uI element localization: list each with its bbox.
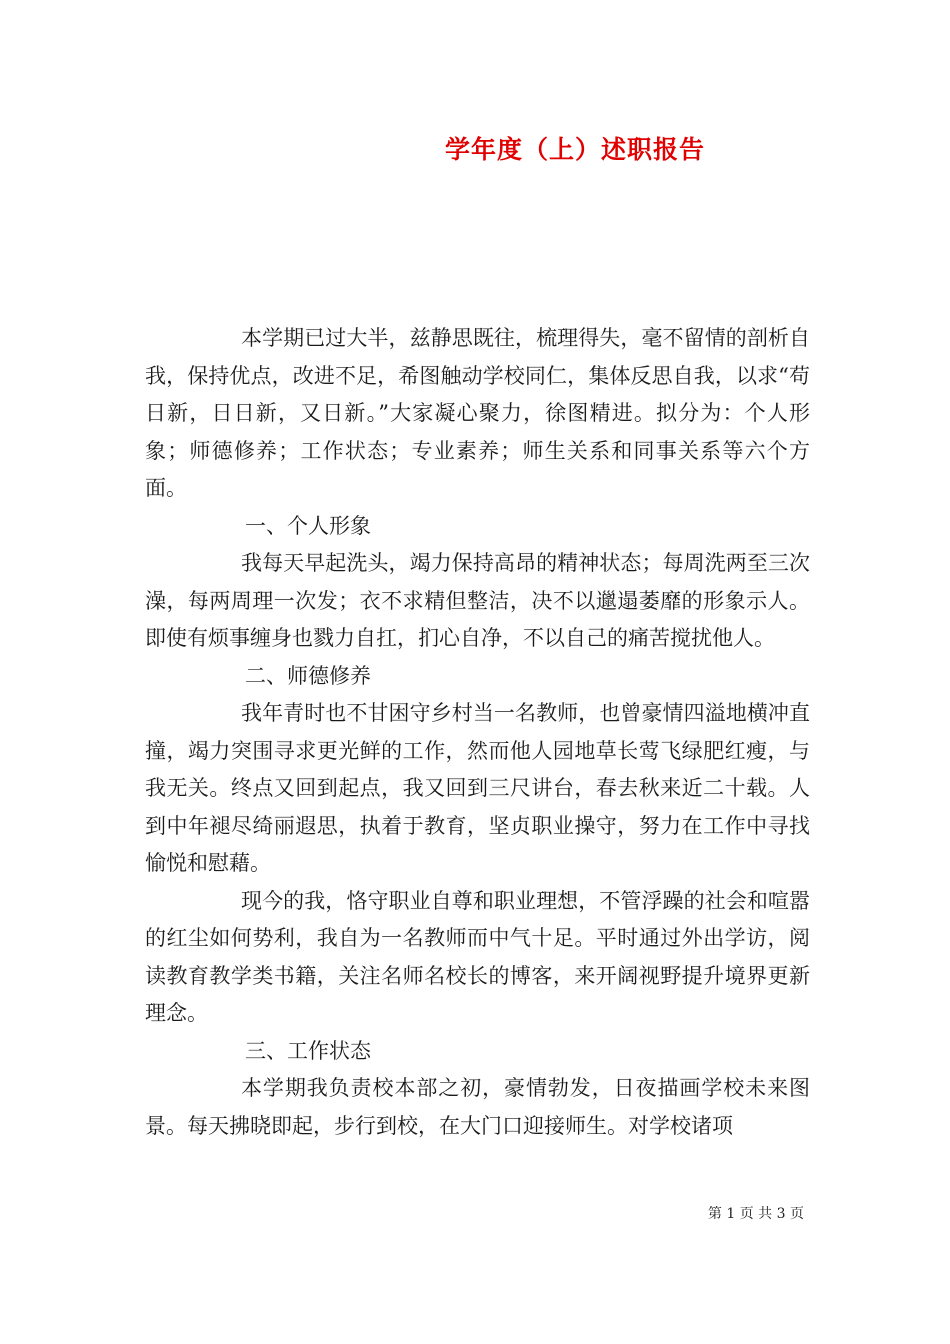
paragraph-teacher-ethics-1: 我年青时也不甘困守乡村当一名教师，也曾豪情四溢地横冲直撞，竭力突围寻求更光鲜的工作，然而他人园地草长莺飞绿肥红瘦，与我无关。终点又回到起点，我又回到三尺讲台，春去秋来近二十载。人到中年褪尽绮丽遐思，执着于教育，坚贞职业操守，努力在工作中寻找愉悦和慰藉。 bbox=[145, 701, 810, 875]
document-title: 学年度（上）述职报告 bbox=[444, 135, 705, 164]
paragraph-teacher-ethics-2: 现今的我，恪守职业自尊和职业理想，不管浮躁的社会和喧嚣的红尘如何势利，我自为一名教师而中气十足。平时通过外出学访，阅读教育教学类书籍，关注名师名校长的博客，来开阔视野提升境界更新理念。 bbox=[145, 888, 810, 1025]
paragraph-intro: 本学期已过大半，兹静思既往，梳理得失，毫不留情的剖析自我，保持优点，改进不足，希图触动学校同仁，集体反思自我，以求“苟日新，日日新，又日新。”大家凝心聚力，徐图精进。拟分为：个人形象；师德修养；工作状态；专业素养；师生关系和同事关系等六个方面。 bbox=[145, 326, 810, 500]
section-heading-work-state: 三、工作状态 bbox=[245, 1038, 371, 1063]
paragraph-personal-image: 我每天早起洗头，竭力保持高昂的精神状态；每周洗两至三次澡，每两周理一次发；衣不求精但整洁，决不以邋遢萎靡的形象示人。即使有烦事缠身也戮力自扛，扪心自净，不以自己的痛苦搅扰他人。 bbox=[145, 551, 810, 650]
paragraph-work-state: 本学期我负责校本部之初，豪情勃发，日夜描画学校未来图景。每天拂晓即起，步行到校，在大门口迎接师生。对学校诸项 bbox=[145, 1076, 810, 1138]
section-heading-personal-image: 一、个人形象 bbox=[245, 513, 371, 538]
section-heading-teacher-ethics: 二、师德修养 bbox=[245, 663, 371, 688]
document-body bbox=[145, 320, 810, 1145]
page-number-footer: 第 1 页 共 3 页 bbox=[707, 1206, 804, 1222]
